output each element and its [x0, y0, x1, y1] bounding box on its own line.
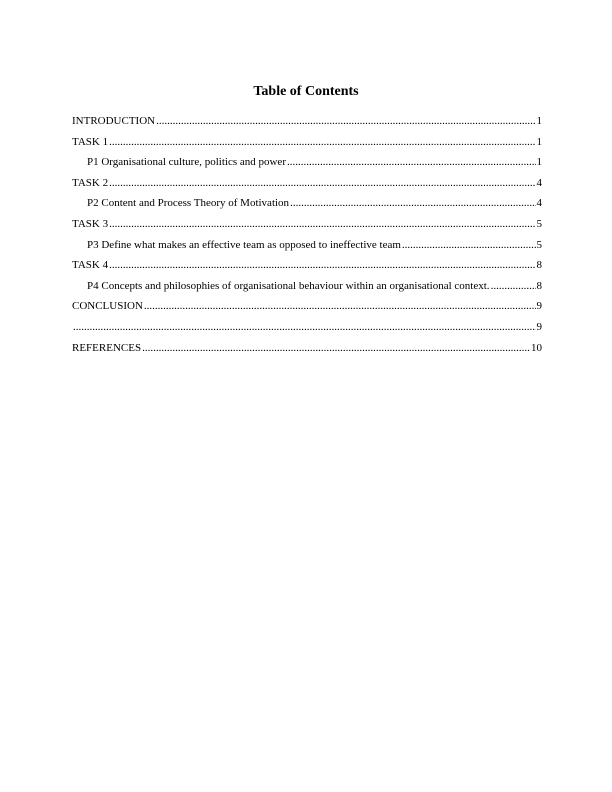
toc-leader-dots — [109, 257, 535, 273]
toc-entry-label: P4 Concepts and philosophies of organisational behaviour within an organisational context. — [87, 279, 490, 292]
toc-entry-page: 4 — [536, 197, 542, 210]
toc-entry-label: REFERENCES — [72, 341, 142, 354]
toc-entry-page: 8 — [536, 279, 542, 292]
toc-entry-page: 1 — [536, 115, 542, 127]
toc-entry-page: 4 — [536, 176, 542, 189]
toc-entry-label: P3 Define what makes an effective team as opposed to ineffective team — [87, 238, 401, 251]
toc-entry-task-2[interactable] — [72, 175, 542, 196]
toc-entry-page: 9 — [536, 300, 542, 313]
toc-entry-p4[interactable] — [72, 278, 542, 299]
toc-entry-label: CONCLUSION — [72, 300, 143, 313]
toc-leader-dots — [287, 154, 536, 170]
toc-leader-dots — [109, 216, 535, 232]
toc-entry-page: 8 — [536, 259, 542, 272]
toc-leader-dots — [73, 319, 536, 335]
toc-entry-label: TASK 4 — [72, 259, 109, 272]
toc-leader-dots — [109, 175, 535, 191]
toc-entry-task-1[interactable] — [72, 134, 542, 155]
toc-leader-dots — [109, 134, 535, 150]
toc-entry-untitled[interactable] — [72, 319, 542, 340]
toc-entry-task-3[interactable] — [72, 216, 542, 237]
toc-entry-conclusion[interactable] — [72, 298, 542, 319]
toc-entry-references[interactable] — [72, 340, 542, 361]
toc-entry-label: INTRODUCTION — [72, 115, 156, 127]
toc-leader-dots — [402, 237, 536, 253]
toc-entry-label: P2 Content and Process Theory of Motivation — [87, 197, 290, 210]
toc-leader-dots — [144, 298, 536, 314]
toc-entry-page: 10 — [531, 341, 542, 354]
toc-leader-dots — [491, 278, 536, 294]
toc-entry-label: P1 Organisational culture, politics and power — [87, 156, 286, 169]
toc-entry-page: 9 — [536, 320, 542, 333]
toc-leader-dots — [290, 195, 535, 211]
toc-leader-dots — [142, 340, 530, 356]
toc-entry-label: TASK 1 — [72, 135, 109, 148]
toc-entry-page: 1 — [536, 135, 542, 148]
toc-entry-introduction[interactable] — [72, 113, 542, 134]
toc-entry-label: TASK 3 — [72, 217, 109, 230]
toc-entry-task-4[interactable] — [72, 257, 542, 278]
toc-entry-p2[interactable] — [72, 195, 542, 216]
toc-entry-p3[interactable] — [72, 237, 542, 258]
toc-entry-p1[interactable] — [72, 154, 542, 175]
toc-entry-page: 5 — [536, 217, 542, 230]
toc-list — [72, 113, 542, 360]
toc-entry-page: 1 — [536, 156, 542, 169]
toc-entry-label: TASK 2 — [72, 176, 109, 189]
toc-entry-page: 5 — [536, 238, 542, 251]
toc-title: Table of Contents — [253, 84, 359, 99]
toc-leader-dots — [156, 113, 535, 129]
